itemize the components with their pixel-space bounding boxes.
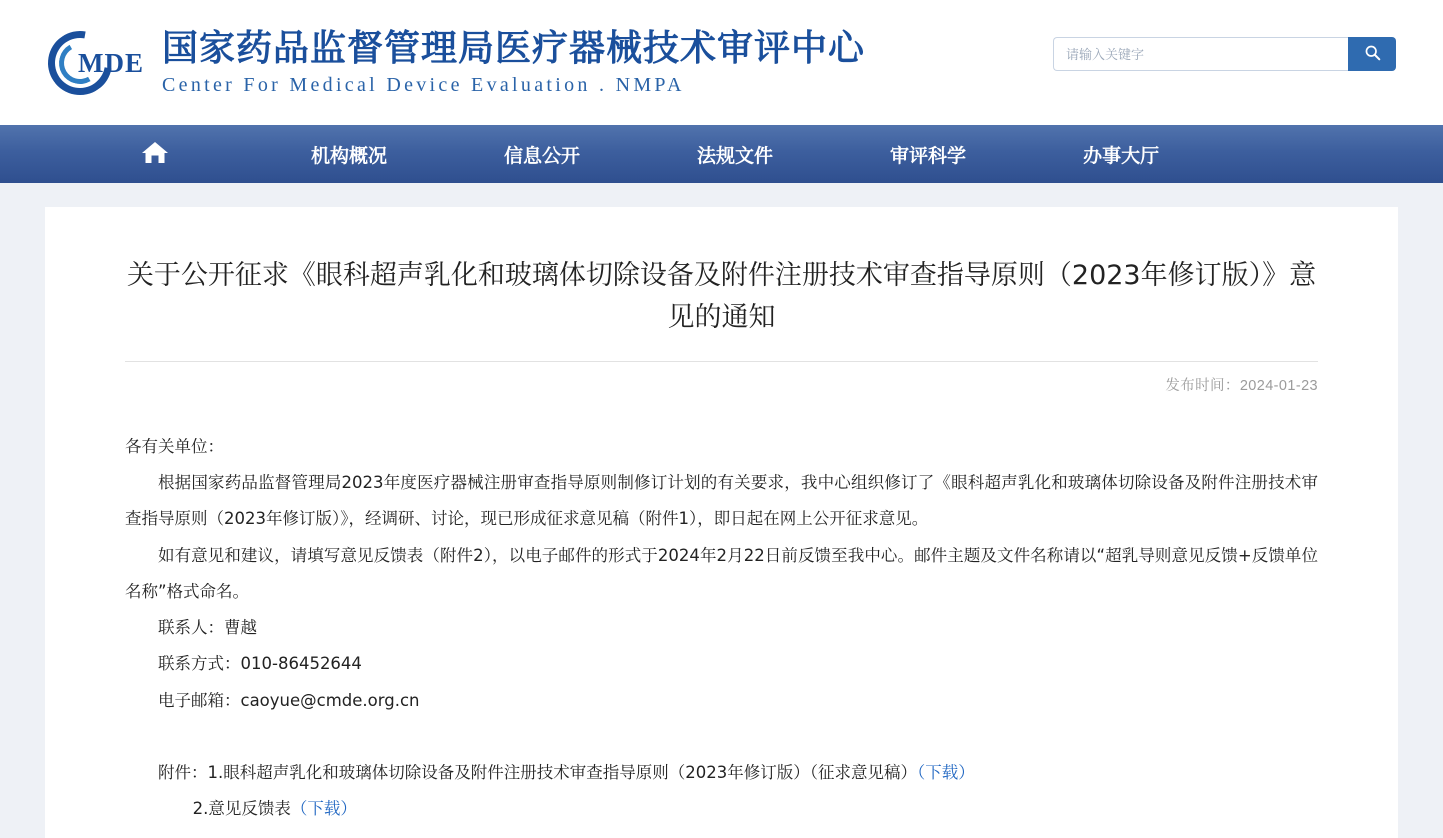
site-logo[interactable]: [48, 28, 865, 98]
site-header: [0, 0, 1443, 125]
cmde-logo-icon: [48, 28, 156, 98]
site-title-en: Center For Medical Device Evaluation . NMPA: [162, 73, 685, 96]
attachments-label: 附件：: [158, 763, 208, 783]
attachment-name-2: 意见反馈表: [208, 799, 291, 819]
paragraph-background: 根据国家药品监督管理局2023年度医疗器械注册审查指导原则制修订计划的有关要求，我中心组织修订了《眼科超声乳化和玻璃体切除设备及附件注册技术审查指导原则（2023年修订版）》，经调研、讨论，现已形成征求意见稿（附件1），即日起在网上公开征求意见。: [125, 472, 1318, 529]
article-card: [45, 207, 1398, 838]
attachment-row-1: [125, 755, 1318, 791]
nav-item-review-science[interactable]: 审评科学: [890, 144, 967, 167]
attachment-download-link-1[interactable]: （下载）: [917, 763, 975, 783]
site-title-cn: 国家药品监督管理局医疗器械技术审评中心: [162, 28, 866, 70]
attachment-name-1: 眼科超声乳化和玻璃体切除设备及附件注册技术审查指导原则（2023年修订版）（征求意见稿）: [223, 763, 917, 783]
attachment-index-2: 2.: [192, 799, 209, 819]
paragraph-feedback: 如有意见和建议，请填写意见反馈表（附件2），以电子邮件的形式于2024年2月22日前反馈至我中心。邮件主题及文件名称请以“超乳导则意见反馈+反馈单位名称”格式命名。: [125, 545, 1318, 601]
nav-item-home[interactable]: [120, 139, 222, 170]
attachments-section: [125, 755, 1318, 828]
paragraph-salutation: 各有关单位：: [125, 436, 224, 456]
paragraph-contact-email: 电子邮箱：caoyue@cmde.org.cn: [158, 690, 420, 710]
search-icon: [1364, 44, 1381, 64]
nav-item-service-hall[interactable]: 办事大厅: [1083, 144, 1160, 167]
paragraph-contact-phone: 联系方式：010-86452644: [158, 654, 362, 674]
article-body: [125, 429, 1318, 828]
home-icon: [140, 139, 170, 170]
nav-item-information[interactable]: 信息公开: [504, 144, 581, 167]
search-button[interactable]: [1348, 37, 1396, 71]
attachment-download-link-2[interactable]: （下载）: [290, 799, 357, 819]
page-body: [0, 183, 1443, 838]
publish-time-label: 发布时间：: [1165, 377, 1240, 394]
page-title: 关于公开征求《眼科超声乳化和玻璃体切除设备及附件注册技术审查指导原则（2023年修订版）》意见的通知: [126, 260, 1317, 333]
nav-item-regulations[interactable]: 法规文件: [697, 144, 774, 167]
main-navigation: [0, 125, 1443, 183]
title-divider: [125, 361, 1318, 362]
publish-time-value: 2024-01-23: [1239, 377, 1318, 394]
nav-item-organization[interactable]: 机构概况: [311, 144, 388, 167]
search-box: [1053, 37, 1396, 71]
paragraph-contact-person: 联系人：曹越: [158, 618, 257, 638]
attachment-index-1: 1.: [207, 763, 224, 783]
attachment-row-2: [125, 791, 1318, 827]
search-input[interactable]: [1053, 37, 1348, 71]
logo-mark-text: MDE: [78, 47, 144, 78]
publish-time: [125, 374, 1318, 395]
